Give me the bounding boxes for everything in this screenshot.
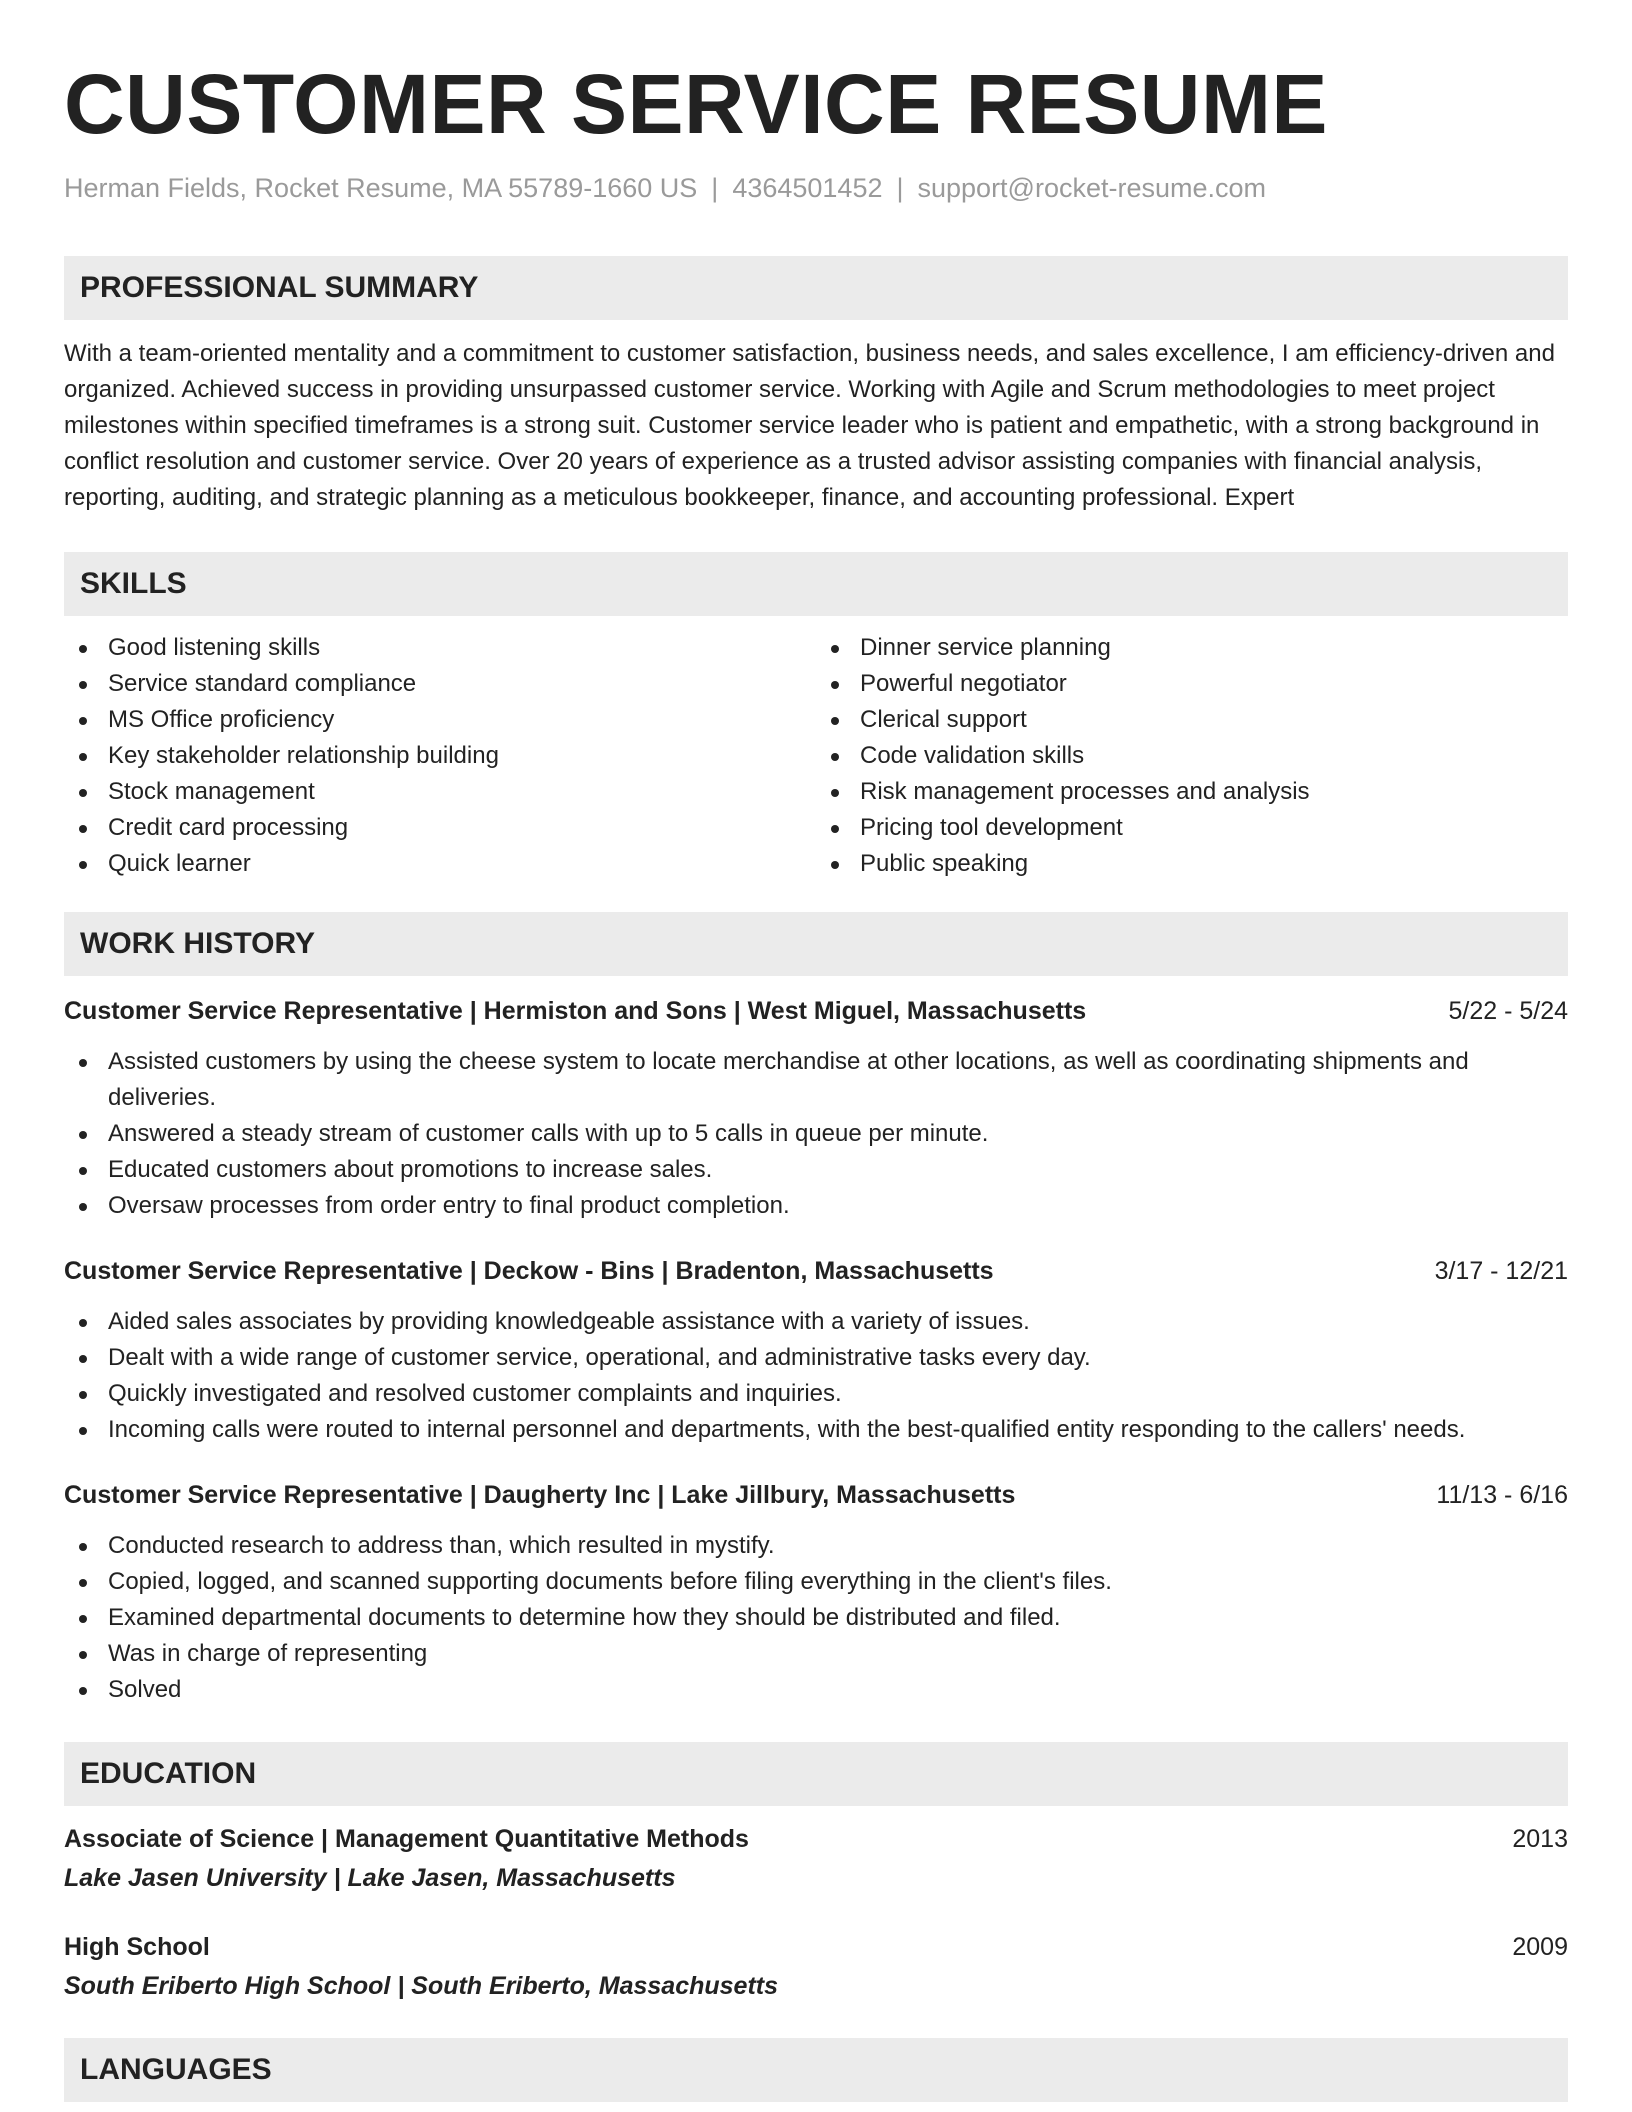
- job-bullet: Incoming calls were routed to internal personnel and departments, with the best-qualified entity responding to the callers' needs.: [64, 1412, 1568, 1448]
- skills-list: [64, 630, 1568, 882]
- job-dates: 5/22 - 5/24: [1448, 997, 1568, 1025]
- job-title: Customer Service Representative | Hermiston and Sons | West Miguel, Massachusetts: [64, 997, 1087, 1025]
- skill-item: MS Office proficiency: [64, 702, 816, 738]
- section-header-skills: [64, 552, 1568, 616]
- section-title: SKILLS: [80, 567, 187, 600]
- section-header-languages: [64, 2038, 1568, 2102]
- education-entry: [64, 1930, 1568, 2004]
- section-title: EDUCATION: [80, 1757, 257, 1790]
- skill-item: Clerical support: [816, 702, 1568, 738]
- contact-email: support@rocket-resume.com: [917, 173, 1267, 203]
- job-title: Customer Service Representative | Deckow - Bins | Bradenton, Massachusetts: [64, 1257, 994, 1285]
- contact-phone: 4364501452: [732, 173, 883, 203]
- skill-item: Good listening skills: [64, 630, 816, 666]
- section-title: PROFESSIONAL SUMMARY: [80, 271, 479, 304]
- job-bullet: Solved: [64, 1672, 1568, 1708]
- skill-item: Credit card processing: [64, 810, 816, 846]
- job-bullet: Aided sales associates by providing knowledgeable assistance with a variety of issues.: [64, 1304, 1568, 1340]
- section-title: WORK HISTORY: [80, 927, 316, 960]
- education-school: South Eriberto High School | South Eriberto, Massachusetts: [64, 1972, 779, 2000]
- skill-item: Service standard compliance: [64, 666, 816, 702]
- job-bullet: Oversaw processes from order entry to final product completion.: [64, 1188, 1568, 1224]
- job-dates: 11/13 - 6/16: [1436, 1481, 1568, 1509]
- education-school: Lake Jasen University | Lake Jasen, Massachusetts: [64, 1864, 676, 1892]
- skill-item: Public speaking: [816, 846, 1568, 882]
- job-entry: [64, 1254, 1568, 1448]
- section-header-education: [64, 1742, 1568, 1806]
- job-dates: 3/17 - 12/21: [1434, 1257, 1568, 1285]
- contact-separator: |: [896, 173, 904, 203]
- job-entry: [64, 1478, 1568, 1708]
- skill-item: Code validation skills: [816, 738, 1568, 774]
- skills-column-right: [816, 630, 1568, 882]
- job-bullet: Copied, logged, and scanned supporting documents before filing everything in the client's files.: [64, 1564, 1568, 1600]
- job-bullet: Assisted customers by using the cheese system to locate merchandise at other locations, as well as coordinating shipments and deliveries.: [64, 1044, 1568, 1116]
- education-entry: [64, 1822, 1568, 1896]
- skill-item: Key stakeholder relationship building: [64, 738, 816, 774]
- section-header-work-history: [64, 912, 1568, 976]
- job-bullet: Dealt with a wide range of customer service, operational, and administrative tasks every day.: [64, 1340, 1568, 1376]
- skill-item: Powerful negotiator: [816, 666, 1568, 702]
- summary-text: With a team-oriented mentality and a commitment to customer satisfaction, business needs, and sales excellence, I am efficiency-driven and organized. Achieved success in providing unsurpassed customer service. Working with Agile and Scrum methodologies to meet project milestones within specified timeframes is a strong suit. Customer service leader who is patient and empathetic, with a strong background in conflict resolution and customer service. Over 20 years of experience as a trusted advisor assisting companies with financial analysis, reporting, auditing, and strategic planning as a meticulous bookkeeper, finance, and accounting professional. Expert: [64, 340, 1555, 511]
- skills-column-left: [64, 630, 816, 882]
- education-year: 2013: [1512, 1825, 1568, 1853]
- skill-item: Dinner service planning: [816, 630, 1568, 666]
- section-title: LANGUAGES: [80, 2053, 272, 2086]
- contact-line: [64, 170, 1568, 206]
- section-header-summary: [64, 256, 1568, 320]
- skill-item: Pricing tool development: [816, 810, 1568, 846]
- job-bullet: Educated customers about promotions to increase sales.: [64, 1152, 1568, 1188]
- education-degree: Associate of Science | Management Quantitative Methods: [64, 1825, 749, 1853]
- job-bullet: Answered a steady stream of customer calls with up to 5 calls in queue per minute.: [64, 1116, 1568, 1152]
- job-bullet: Was in charge of representing: [64, 1636, 1568, 1672]
- education-year: 2009: [1512, 1933, 1568, 1961]
- job-bullet: Examined departmental documents to determine how they should be distributed and filed.: [64, 1600, 1568, 1636]
- job-bullet: Quickly investigated and resolved customer complaints and inquiries.: [64, 1376, 1568, 1412]
- contact-address: Herman Fields, Rocket Resume, MA 55789-1660 US: [64, 173, 698, 203]
- skill-item: Stock management: [64, 774, 816, 810]
- job-title: Customer Service Representative | Daugherty Inc | Lake Jillbury, Massachusetts: [64, 1481, 1016, 1509]
- contact-separator: |: [711, 173, 719, 203]
- job-entry: [64, 994, 1568, 1224]
- skill-item: Risk management processes and analysis: [816, 774, 1568, 810]
- job-bullet: Conducted research to address than, which resulted in mystify.: [64, 1528, 1568, 1564]
- resume-title: CUSTOMER SERVICE RESUME: [64, 57, 1328, 151]
- education-degree: High School: [64, 1933, 210, 1961]
- skill-item: Quick learner: [64, 846, 816, 882]
